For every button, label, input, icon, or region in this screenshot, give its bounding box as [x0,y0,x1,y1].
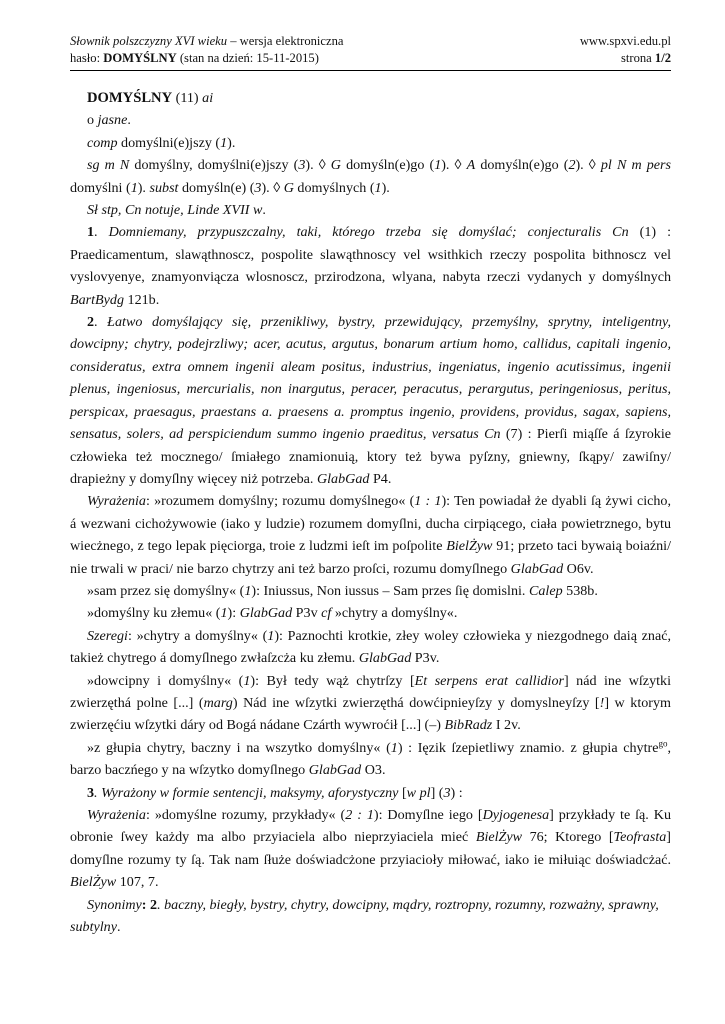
phrase-sam-przez-sie: »sam przez się domyślny« (1): Iniussus, Non iussus – Sam przes ſię domislni. Calep 538b. [87,582,598,599]
entry-comparative: comp domyślni(e)jszy (1). [87,134,236,151]
entry-semantics: o jasne. [87,112,131,129]
sense-2: 2. Łatwo domyślający się, przenikliwy, bystry, przewidujący, przemyślny, sprytny, inteligentny, dowcipny; chytry, podejrzliwy; acer, acutus, argutus, bonarum artium homo, callidus, capitali ingenio, consideratus, extra omnem ingenii aleam positus, industrius, ingeniatus, ingenio acutissimus, ingenii plenus, ingeniosus, mercurialis, non inargutus, peracer, peracutus, perargutus, peringeniosus, peritus, perspicax, praesagus, praestans a. praesens a. promptus ingenio, providens, providus, sagax, sapiens, sensatus, solers, ad perspiciendum summo ingenio praeditus, versatus Cn (7) : Pierſi miąſſe á ſzyrokie człowieka też mocznego/ ſmiałego znamionuią, ktory też bywa pyſzny, gniewny, ſkąpy/ zawiſny/ drapieżny y domyſlny więcey niż potrzeba. GlabGad P4. [70,314,672,487]
entry-headline: DOMYŚLNY (11) ai [87,90,214,106]
entry-label: hasło: DOMYŚLNY (stan na dzień: 15-11-2015) [70,51,319,65]
dictionary-entry [70,87,671,938]
synonyms: Synonimy: 2. baczny, biegły, bystry, chytry, dowcipny, mądry, roztropny, rozumny, rozważny, sprawny, subtylny. [70,896,659,936]
header-divider [70,70,671,71]
entry-grammar-forms: sg m N domyślny, domyślni(e)jszy (3). ◊ G domyśln(e)go (1). ◊ A domyśln(e)go (2). ◊ pl N m pers domyślni (1). subst domyśln(e) (3). ◊ G domyślnych (1). [70,157,672,196]
expressions-2: Wyrażenia: »domyślne rozumy, przykłady« (2 : 1): Domyſlne iego [Dyjogenesa] przykłady te ſą. Ku obronie ſwey każdy ma albo przyiaciela albo nieprzyiaciela mieć BielŻyw 76; Ktorego [Teofrasta] domyſlne rozumy ty ſą. Tak nam ſłużе doświadcżone przyiacioły miłować, iako ie miłuiąc doświadcżać. BielŻyw 107, 7. [70,807,671,891]
page-number: strona 1/2 [620,51,671,65]
expressions-1: Wyrażenia: »rozumem domyślny; rozumu domyślnego« (1 : 1): Ten powiadał że dyabli ſą żywi cicho, á wezwani cichożywowie (iako y ludzie) rozumem domyſlni, ducha cirpiącego, ciała powietrznego, bytu wiecżnego, z tego lepak pięciorga, troie z ludzmi ieſt im poſpolite BielŻyw 91; przeto taci bywaią boiaźni/ nie trwali w praci/ nie barzo chytrzy ani też barzo proſci, rozumu domyſlnego GlabGad O6v. [70,493,672,577]
phrase-dowcipny: »dowcipny i domyślny« (1): Był tedy wąż chytrſzy [Et serpens erat callidior] nád ine wſzytki zwierzęthá polne [...] (marg) Nád ine wſzytki zwierzęthá dowćipnieyſzy y domyslneyſzy [!] w ktorym zwierzęćiu wſzytki dáry od Bogá nádane Czárth wywroćił [...] (–) BibRadz I 2v. [70,672,671,734]
series: Szeregi: »chytry a domyślny« (1): Paznochti krotkie, złey woley człowieka y niezgodnego daią znać, takież chytrego á domyſlnego zwłaſzcża ku złemu. GlabGad P3v. [70,627,672,667]
site-url: www.spxvi.edu.pl [579,34,671,48]
phrase-z-glupia: »z głupia chytry, baczny i na wszytko domyślny« (1) : Ięzik ſzepietliwy znamio. z głupia chytre$^{go}$, barzo baczńego y na wſzytko domyſlnego GlabGad O3. [70,738,671,779]
entry-sources: Sł stp, Cn notuje, Linde XVII w. [87,202,266,219]
phrase-ku-zlemu: »domyślny ku złemu« (1): GlabGad P3v cf »chytry a domyślny«. [87,605,458,622]
sense-1: 1. Domniemany, przypuszczalny, taki, którego trzeba się domyślać; conjecturalis Cn (1) : Praedicamentum, slawąthnoscz, pospolite slawąthnoscy vel wsithkich rzeczy pospolita bithnoscz vel vyslovyenye, znamyonviącza wlosnoscz, przirodzona, wlyana, nabyta rzeczi vydanych y domyślnych BartBydg 121b. [70,224,671,308]
sense-3: 3. Wyrażony w formie sentencji, maksymy, aforystyczny [w pl] (3) : [87,784,463,801]
headword: DOMYŚLNY [87,90,173,106]
source-title: Słownik polszczyzny XVI wieku – wersja elektroniczna [70,34,344,48]
